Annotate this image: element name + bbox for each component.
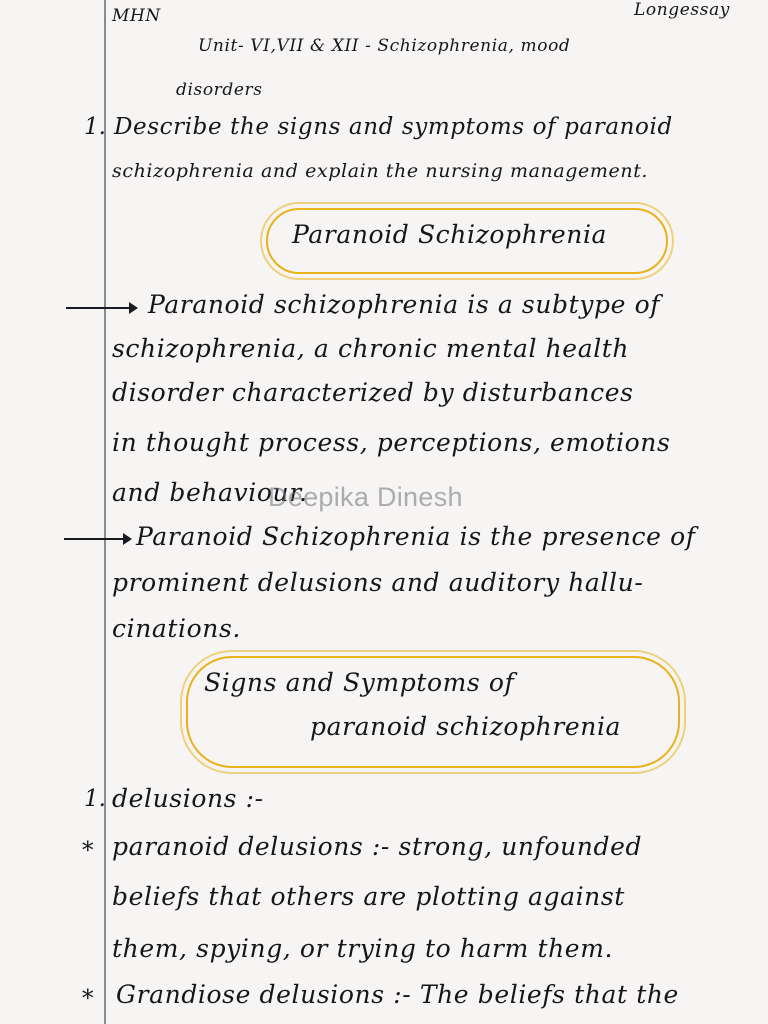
- unit-title-line2: disorders: [176, 80, 263, 100]
- point-title: delusions :-: [112, 784, 264, 813]
- definition-line4: in thought process, perceptions, emotions: [112, 428, 671, 457]
- watermark-text: Deepika Dinesh: [268, 482, 463, 512]
- subject-label: MHN: [112, 6, 161, 26]
- margin-rule: [104, 0, 106, 1024]
- presence-line1: Paranoid Schizophrenia is the presence of: [136, 522, 696, 551]
- bullet2-line1: Grandiose delusions :- The beliefs that the: [116, 980, 679, 1009]
- point-number: 1.: [84, 786, 106, 812]
- definition-line3: disorder characterized by disturbances: [112, 378, 634, 407]
- definition-line1: Paranoid schizophrenia is a subtype of: [148, 290, 661, 319]
- question-line1: Describe the signs and symptoms of paranoid: [114, 114, 673, 140]
- bullet1-line1: paranoid delusions :- strong, unfounded: [112, 832, 643, 861]
- question-number: 1.: [84, 114, 106, 140]
- definition-line5: and behaviour.: [112, 478, 308, 507]
- heading-signs-symptoms-line1: Signs and Symptoms of: [204, 668, 515, 697]
- bullet-marker: *: [82, 838, 94, 864]
- heading-paranoid-schizophrenia: Paranoid Schizophrenia: [292, 220, 608, 249]
- bullet-marker: *: [82, 986, 94, 1012]
- arrow-icon: [66, 307, 136, 309]
- arrow-icon: [64, 538, 130, 540]
- presence-line2: prominent delusions and auditory hallu-: [112, 568, 644, 597]
- essay-type-label: Longessay: [634, 0, 731, 20]
- question-line2: schizophrenia and explain the nursing management.: [112, 160, 649, 182]
- unit-title-line1: Unit- VI,VII & XII - Schizophrenia, mood: [198, 36, 571, 56]
- definition-line2: schizophrenia, a chronic mental health: [112, 334, 630, 363]
- bullet1-line2: beliefs that others are plotting against: [112, 882, 625, 911]
- presence-line3: cinations.: [112, 614, 241, 643]
- heading-signs-symptoms-line2: paranoid schizophrenia: [310, 712, 622, 741]
- bullet1-line3: them, spying, or trying to harm them.: [112, 934, 614, 963]
